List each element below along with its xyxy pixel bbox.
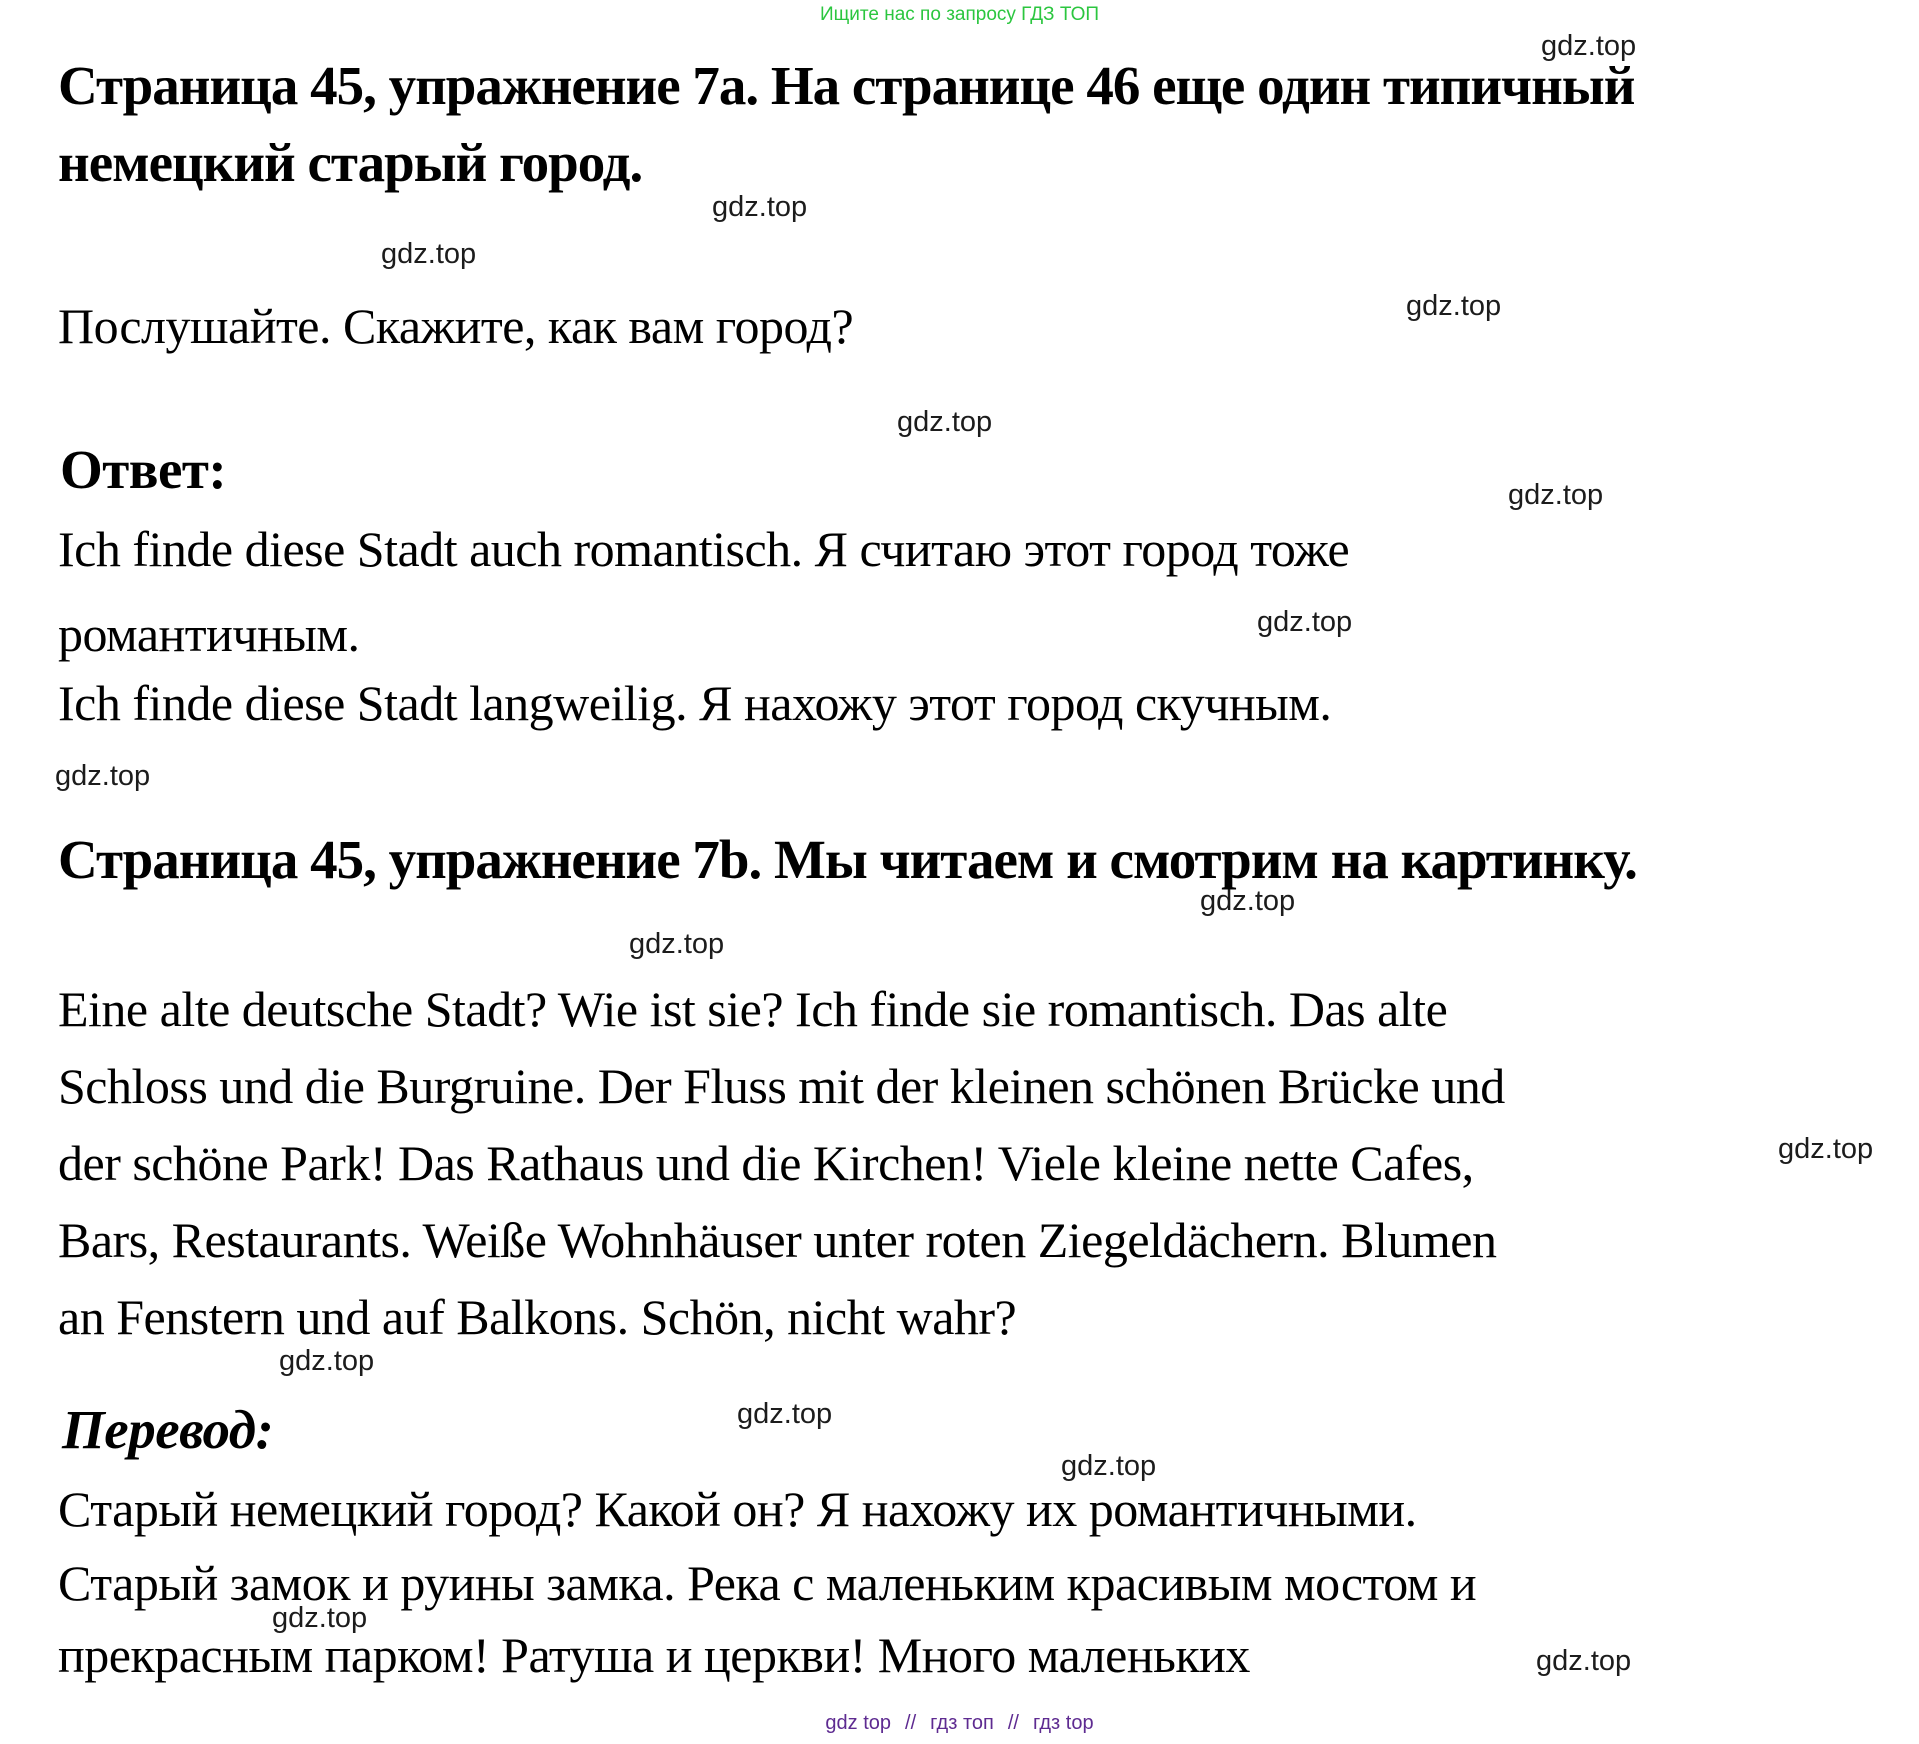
- exercise-7a-heading-line2: немецкий старый город.: [58, 132, 643, 193]
- footer-separator: //: [1007, 1712, 1019, 1734]
- answer-label: Ответ:: [60, 439, 227, 500]
- watermark-gdz-top: gdz.top: [1508, 479, 1604, 511]
- footer-links: [0, 1712, 1919, 1735]
- watermark-gdz-top: gdz.top: [897, 406, 993, 438]
- german-text-line2: Schloss und die Burgruine. Der Fluss mit der kleinen schönen Brücke und: [58, 1058, 1505, 1114]
- answer-line-1b: романтичным.: [58, 606, 360, 662]
- translation-line2: Старый замок и руины замка. Река с маленьким красивым мостом и: [58, 1555, 1477, 1611]
- answer-line-1a: Ich finde diese Stadt auch romantisch. Я считаю этот город тоже: [58, 521, 1350, 577]
- german-text-line1: Eine alte deutsche Stadt? Wie ist sie? Ich finde sie romantisch. Das alte: [58, 981, 1448, 1037]
- watermark-gdz-top: gdz.top: [1061, 1450, 1157, 1482]
- watermark-gdz-top: gdz.top: [1536, 1645, 1632, 1677]
- footer-separator: //: [905, 1712, 917, 1734]
- translation-line1: Старый немецкий город? Какой он? Я нахожу их романтичными.: [58, 1481, 1417, 1537]
- footer-link-gdz-top-latin[interactable]: gdz top: [825, 1712, 892, 1734]
- translation-line3: прекрасным парком! Ратуша и церкви! Много маленьких: [58, 1627, 1250, 1683]
- watermark-gdz-top: gdz.top: [1406, 290, 1502, 322]
- watermark-gdz-top: gdz.top: [1200, 885, 1296, 917]
- exercise-7a-heading-line1: Страница 45, упражнение 7a. На странице 46 еще один типичный: [58, 55, 1635, 116]
- watermark-gdz-top: gdz.top: [279, 1345, 375, 1377]
- exercise-7b-heading: Страница 45, упражнение 7b. Мы читаем и смотрим на картинку.: [58, 829, 1637, 890]
- german-text-line3: der schöne Park! Das Rathaus und die Kirchen! Viele kleine nette Cafes,: [58, 1135, 1474, 1191]
- footer-link-gdz-top-cyrillic[interactable]: гдз топ: [930, 1712, 994, 1734]
- translation-label: Перевод:: [62, 1399, 274, 1460]
- watermark-gdz-top: gdz.top: [381, 238, 477, 270]
- watermark-gdz-top: gdz.top: [1257, 606, 1353, 638]
- watermark-gdz-top: gdz.top: [272, 1602, 368, 1634]
- watermark-gdz-top: gdz.top: [737, 1398, 833, 1430]
- footer-link-gdz-top-mixed[interactable]: гдз top: [1032, 1712, 1094, 1734]
- german-text-line5: an Fenstern und auf Balkons. Schön, nicht wahr?: [58, 1289, 1017, 1345]
- watermark-gdz-top: gdz.top: [629, 928, 725, 960]
- watermark-gdz-top: gdz.top: [1778, 1133, 1874, 1165]
- watermark-gdz-top: gdz.top: [55, 760, 151, 792]
- promo-banner: Ищите нас по запросу ГДЗ ТОП: [819, 4, 1100, 25]
- watermark-gdz-top: gdz.top: [1541, 30, 1637, 62]
- watermark-gdz-top: gdz.top: [712, 191, 808, 223]
- german-text-line4: Bars, Restaurants. Weiße Wohnhäuser unter roten Ziegeldächern. Blumen: [58, 1212, 1497, 1268]
- answer-line-2: Ich finde diese Stadt langweilig. Я нахожу этот город скучным.: [58, 675, 1332, 731]
- exercise-7a-task-text: Послушайте. Скажите, как вам город?: [58, 298, 854, 354]
